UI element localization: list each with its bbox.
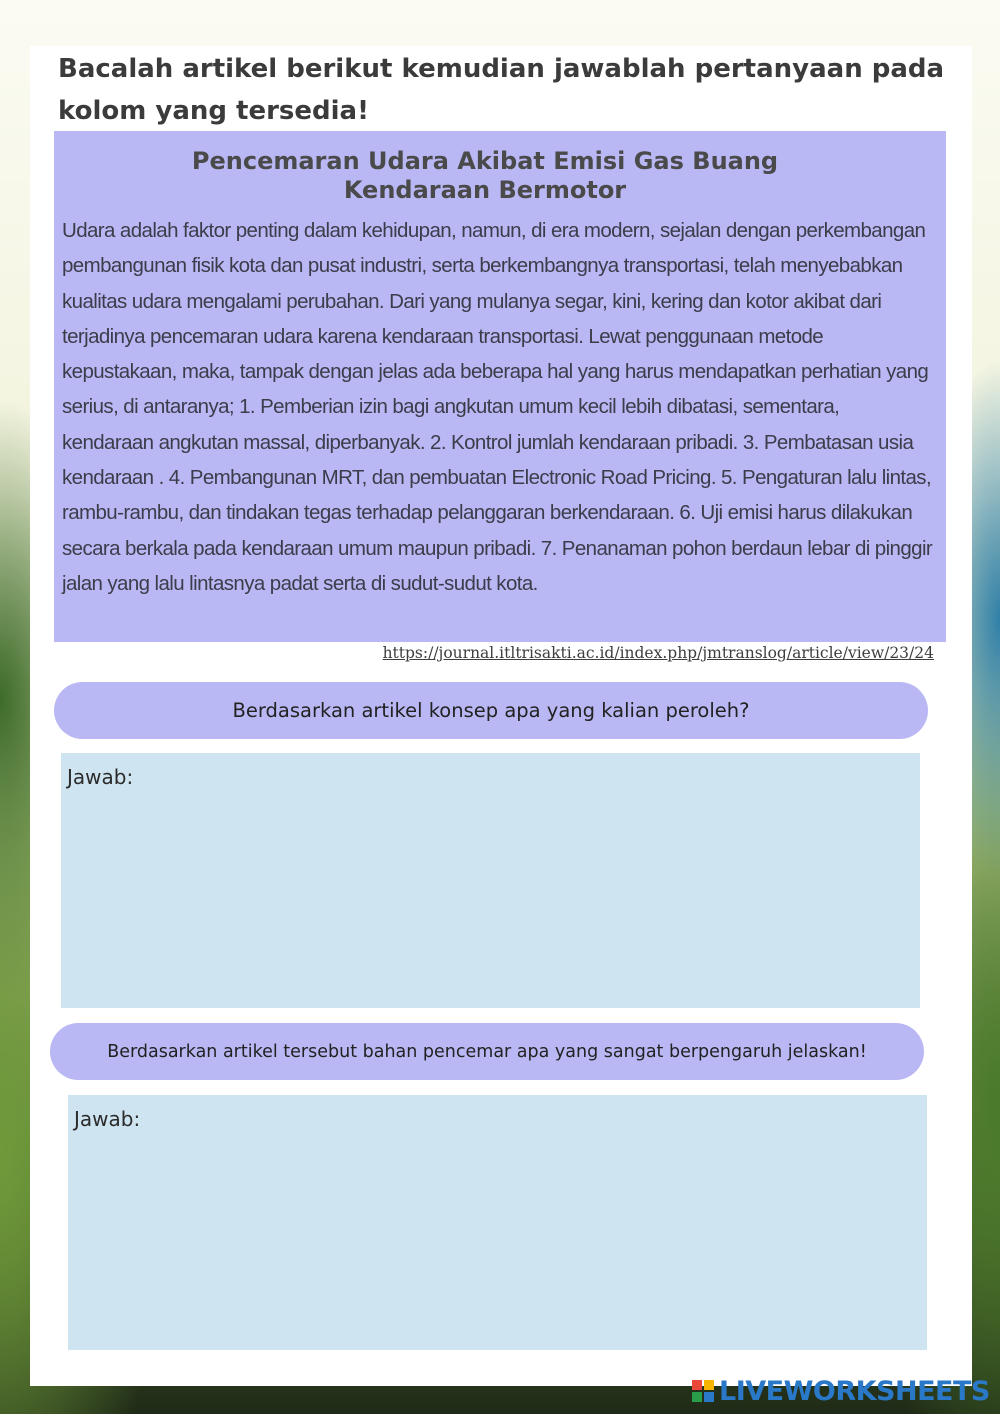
answer-box-2[interactable] (68, 1095, 927, 1350)
question-1-text: Berdasarkan artikel konsep apa yang kalian peroleh? (232, 699, 750, 722)
answer-box-1[interactable] (61, 753, 920, 1008)
article-body: Udara adalah faktor penting dalam kehidupan, namun, di era modern, sejalan dengan perkembangan pembangunan fisik kota dan pusat industri, serta berkembangnya transportasi, telah menyebabkan kualitas udara mengalami perubahan. Dari yang mulanya segar, kini, kering dan kotor akibat dari terjadinya pencemaran udara karena kendaraan transportasi. Lewat penggunaan metode kepustakaan, maka, tampak dengan jelas ada beberapa hal yang harus mendapatkan perhatian yang serius, di antaranya; 1. Pemberian izin bagi angkutan umum kecil lebih dibatasi, sementara, kendaraan angkutan massal, diperbanyak. 2. Kontrol jumlah kendaraan pribadi. 3. Pembatasan usia kendaraan . 4. Pembangunan MRT, dan pembuatan Electronic Road Pricing. 5. Pengaturan lalu lintas, rambu-rambu, dan tindakan tegas terhadap pelanggaran berkendaraan. 6. Uji emisi harus dilakukan secara berkala pada kendaraan umum maupun pribadi. 7. Penanaman pohon berdaun lebar di pinggir jalan yang lalu lintasnya padat serta di sudut-sudut kota. (62, 219, 933, 595)
watermark-text: LIVEWORKSHEETS (719, 1375, 990, 1407)
instruction-heading: Bacalah artikel berikut kemudian jawablah pertanyaan pada kolom yang tersedia! (58, 54, 945, 126)
logo-square-yellow (704, 1380, 714, 1390)
liveworksheets-watermark (692, 1374, 990, 1408)
article-title-line-2: Kendaraan Bermotor (343, 176, 627, 204)
answer-2-label: Jawab: (74, 1107, 141, 1131)
liveworksheets-logo-icon (692, 1380, 714, 1402)
logo-square-red (692, 1380, 702, 1390)
question-1 (54, 682, 928, 739)
answer-1-input[interactable] (67, 797, 914, 1002)
source-link[interactable]: https://journal.itltrisakti.ac.id/index.php/jmtranslog/article/view/23/24 (382, 644, 934, 662)
question-2-text: Berdasarkan artikel tersebut bahan pencemar apa yang sangat berpengaruh jelaskan! (107, 1041, 867, 1062)
question-2 (50, 1023, 924, 1080)
article-title (54, 147, 916, 205)
article-panel (54, 131, 946, 642)
logo-square-blue (704, 1392, 714, 1402)
answer-1-label: Jawab: (67, 765, 134, 789)
answer-2-input[interactable] (74, 1139, 921, 1344)
logo-square-green (692, 1392, 702, 1402)
article-title-line-1: Pencemaran Udara Akibat Emisi Gas Buang (191, 147, 779, 175)
